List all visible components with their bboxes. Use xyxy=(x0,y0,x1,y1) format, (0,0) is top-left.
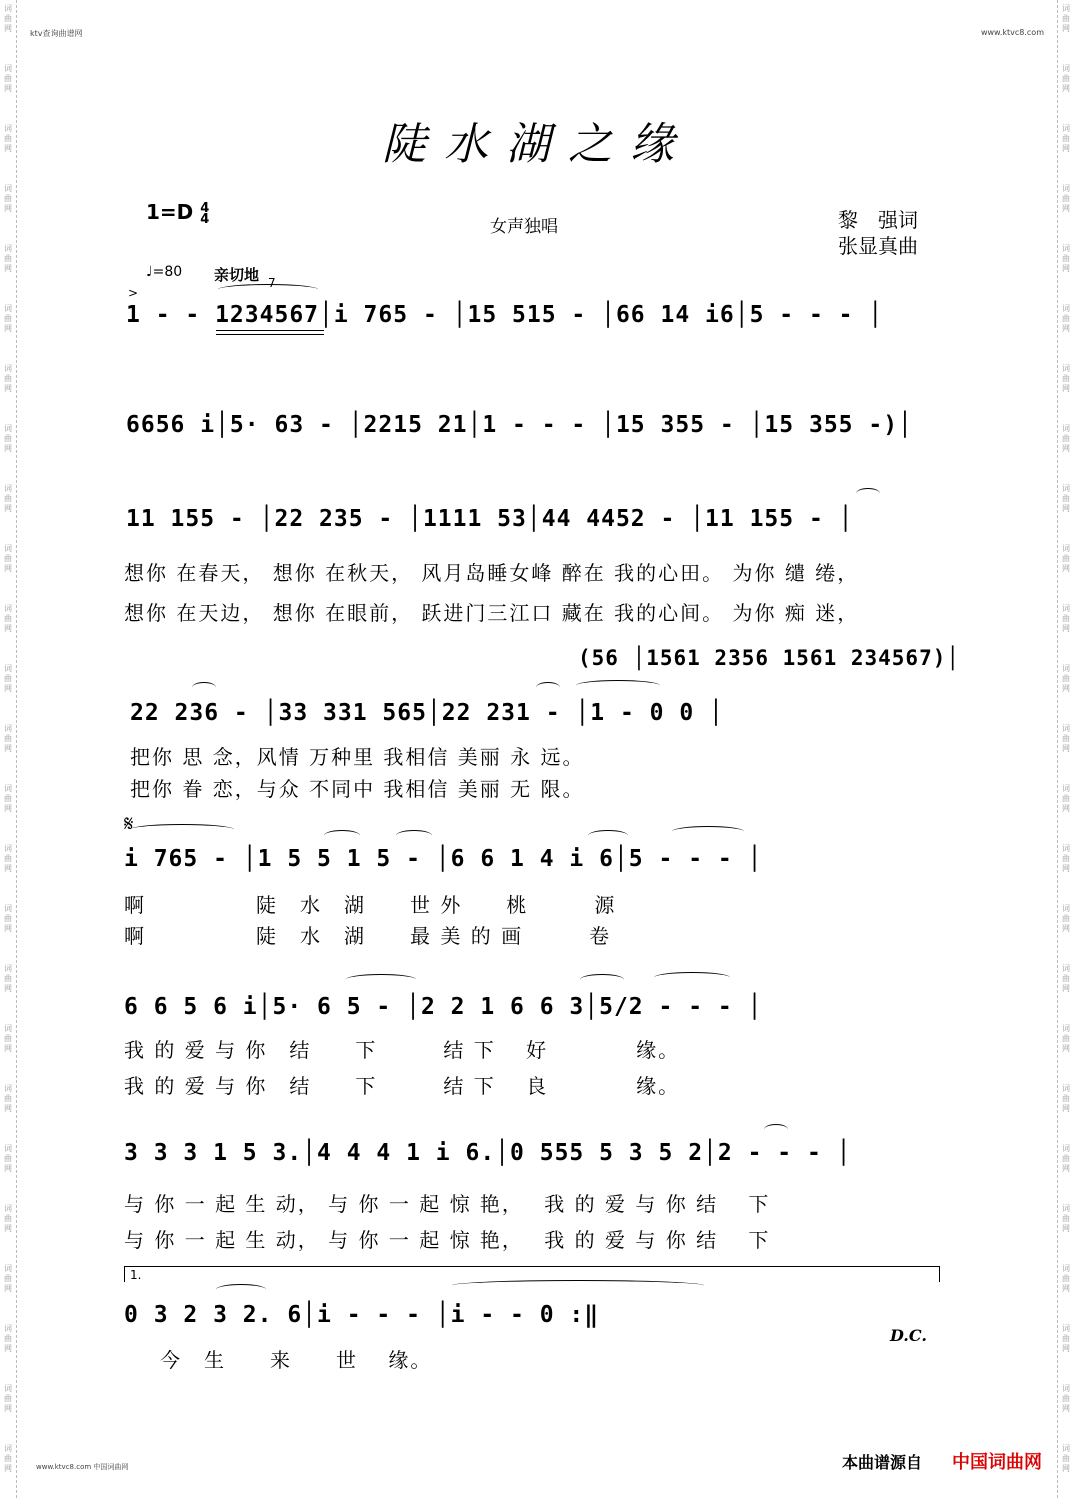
watermark-text: 词 曲 网 xyxy=(1062,124,1070,153)
staff-line-6: 6 6 5 6 i│5· 6 5 - │2 2 1 6 6 3│5/2 - - - │ xyxy=(124,994,763,1020)
time-top: 4 xyxy=(200,200,210,216)
watermark-text: 词 曲 网 xyxy=(4,1024,12,1053)
watermark-text: 词 曲 网 xyxy=(4,724,12,753)
watermark-text: 词 曲 网 xyxy=(4,1084,12,1113)
slur xyxy=(576,680,660,691)
watermark-text: 词 曲 网 xyxy=(4,364,12,393)
watermark-text: 词 曲 网 xyxy=(4,544,12,573)
lyric-7-2: 与 你 一 起 生 动， 与 你 一 起 惊 艳， 我 的 爱 与 你 结 下 xyxy=(124,1228,771,1252)
watermark-text: 词 曲 网 xyxy=(4,4,12,33)
lyric-8-1: 今 生 来 世 缘。 xyxy=(160,1348,433,1372)
key-signature xyxy=(146,200,209,225)
volta-hook xyxy=(124,1266,125,1282)
lyric-7-1: 与 你 一 起 生 动， 与 你 一 起 惊 艳， 我 的 爱 与 你 结 下 xyxy=(124,1192,771,1216)
watermark-text: 词 曲 网 xyxy=(1062,664,1070,693)
watermark-text: 词 曲 网 xyxy=(1062,904,1070,933)
left-watermark-strip xyxy=(0,0,17,1498)
header-left-site: ktv查询曲谱网 xyxy=(30,29,83,38)
watermark-text: 词 曲 网 xyxy=(1062,1204,1070,1233)
lyric-6-1: 我 的 爱 与 你 结 下 结 下 好 缘。 xyxy=(124,1038,681,1062)
slur xyxy=(856,488,880,499)
watermark-text: 词 曲 网 xyxy=(1062,724,1070,753)
staff-line-8: 0 3 2 3 2. 6│i - - - │i - - 0 :‖ xyxy=(124,1302,600,1328)
watermark-text: 词 曲 网 xyxy=(4,844,12,873)
composer: 张显真曲 xyxy=(838,234,918,258)
grace-number: 7 xyxy=(268,276,276,290)
staff-line-5: i 765 - │1 5 5 1 5 - │6 6 1 4 i 6│5 - - - │ xyxy=(124,846,763,872)
right-watermark-strip xyxy=(1057,0,1074,1498)
volta-hook xyxy=(939,1266,940,1282)
watermark-text: 词 曲 网 xyxy=(1062,184,1070,213)
watermark-text: 词 曲 网 xyxy=(4,424,12,453)
lyric-6-2: 我 的 爱 与 你 结 下 结 下 良 缘。 xyxy=(124,1074,681,1098)
footer-source-label: 本曲谱源自 xyxy=(842,1453,923,1472)
header-right-site: www.ktvc8.com xyxy=(980,28,1044,37)
watermark-text: 词 曲 网 xyxy=(4,904,12,933)
time-bottom: 4 xyxy=(200,211,210,227)
slur xyxy=(588,830,628,841)
watermark-text: 词 曲 网 xyxy=(1062,484,1070,513)
slur xyxy=(764,1124,788,1135)
staff-line-3: 11 155 - │22 235 - │1111 53│44 4452 - │11 155 - │ xyxy=(126,506,854,532)
slur xyxy=(216,1284,266,1295)
key-label: 1=D xyxy=(146,200,194,224)
tempo-mark: ♩=80 xyxy=(146,264,183,280)
lyric-4-1: 把你 思 念，风情 万种里 我相信 美丽 永 远。 xyxy=(130,745,585,769)
watermark-text: 词 曲 网 xyxy=(1062,1324,1070,1353)
dc-mark: D.C. xyxy=(890,1326,927,1345)
footer-source-site: 中国词曲网 xyxy=(952,1452,1042,1473)
page-title: 陡水湖之缘 xyxy=(382,119,692,170)
slur xyxy=(324,830,360,841)
watermark-text: 词 曲 网 xyxy=(1062,1144,1070,1173)
watermark-text: 词 曲 网 xyxy=(1062,1024,1070,1053)
accent-mark: > xyxy=(128,286,139,300)
lyric-4-2: 把你 眷 恋，与众 不同中 我相信 美丽 无 限。 xyxy=(130,777,585,801)
watermark-text: 词 曲 网 xyxy=(4,184,12,213)
slur xyxy=(580,974,624,985)
watermark-text: 词 曲 网 xyxy=(1062,424,1070,453)
slur xyxy=(396,830,432,841)
lyric-3-2: 想你 在天边， 想你 在眼前， 跃进门三江口 藏在 我的心间。 为你 痴 迷， xyxy=(124,601,860,625)
footer-left-site: www.ktvc8.com 中国词曲网 xyxy=(36,1463,129,1471)
slur xyxy=(192,682,216,693)
lyricist: 黎 强词 xyxy=(838,208,918,232)
watermark-text: 词 曲 网 xyxy=(1062,364,1070,393)
watermark-text: 词 曲 网 xyxy=(1062,1444,1070,1473)
slur xyxy=(346,974,416,985)
slur xyxy=(452,1280,704,1291)
watermark-text: 词 曲 网 xyxy=(1062,604,1070,633)
lyric-5-1: 啊 陡 水 湖 世 外 桃 源 xyxy=(124,893,617,917)
watermark-text: 词 曲 网 xyxy=(4,604,12,633)
lyric-3-1: 想你 在春天， 想你 在秋天， 风月岛睡女峰 醉在 我的心田。 为你 缱 绻， xyxy=(124,561,860,585)
staff-line-4: 22 236 - │33 331 565│22 231 - │1 - 0 0 │ xyxy=(130,700,724,726)
staff-line-2: 6656 i│5· 63 - │2215 21│1 - - - │15 355 - │15 355 -)│ xyxy=(126,412,913,438)
watermark-text: 词 曲 网 xyxy=(1062,1384,1070,1413)
slur xyxy=(536,682,560,693)
watermark-text: 词 曲 网 xyxy=(4,304,12,333)
watermark-text: 词 曲 网 xyxy=(1062,1264,1070,1293)
watermark-text: 词 曲 网 xyxy=(4,784,12,813)
slur xyxy=(130,824,234,835)
slur xyxy=(654,972,730,983)
watermark-text: 词 曲 网 xyxy=(1062,784,1070,813)
watermark-text: 词 曲 网 xyxy=(1062,1084,1070,1113)
watermark-text: 词 曲 网 xyxy=(4,124,12,153)
watermark-text: 词 曲 网 xyxy=(4,664,12,693)
volta-bracket xyxy=(124,1266,940,1267)
watermark-text: 词 曲 网 xyxy=(1062,964,1070,993)
watermark-text: 词 曲 网 xyxy=(1062,64,1070,93)
watermark-text: 词 曲 网 xyxy=(4,244,12,273)
performance-note: 女声独唱 xyxy=(490,217,558,237)
watermark-text: 词 曲 网 xyxy=(4,1384,12,1413)
underline xyxy=(216,330,324,331)
watermark-text: 词 曲 网 xyxy=(4,484,12,513)
watermark-text: 词 曲 网 xyxy=(4,64,12,93)
watermark-text: 词 曲 网 xyxy=(4,1144,12,1173)
watermark-text: 词 曲 网 xyxy=(1062,4,1070,33)
watermark-text: 词 曲 网 xyxy=(4,1444,12,1473)
watermark-text: 词 曲 网 xyxy=(1062,544,1070,573)
staff-line-7: 3 3 3 1 5 3.│4 4 4 1 i 6.│0 555 5 3 5 2│2 - - - │ xyxy=(124,1140,852,1166)
slur xyxy=(218,284,318,295)
watermark-text: 词 曲 网 xyxy=(4,1204,12,1233)
volta-number: 1. xyxy=(130,1268,142,1282)
intro-phrase: (56 │1561 2356 1561 234567)│ xyxy=(578,646,961,670)
watermark-text: 词 曲 网 xyxy=(4,964,12,993)
slur xyxy=(672,826,744,837)
watermark-text: 词 曲 网 xyxy=(1062,304,1070,333)
watermark-text: 词 曲 网 xyxy=(1062,844,1070,873)
staff-line-1: 1 - - 1234567│i 765 - │15 515 - │66 14 i6│5 - - - │ xyxy=(126,302,884,328)
segno-sign: 𝄋 xyxy=(124,812,134,837)
underline xyxy=(216,334,324,335)
lyric-5-2: 啊 陡 水 湖 最 美 的 画 卷 xyxy=(124,924,612,948)
expression-mark: 亲切地 xyxy=(214,266,260,284)
watermark-text: 词 曲 网 xyxy=(4,1264,12,1293)
watermark-text: 词 曲 网 xyxy=(1062,244,1070,273)
watermark-text: 词 曲 网 xyxy=(4,1324,12,1353)
